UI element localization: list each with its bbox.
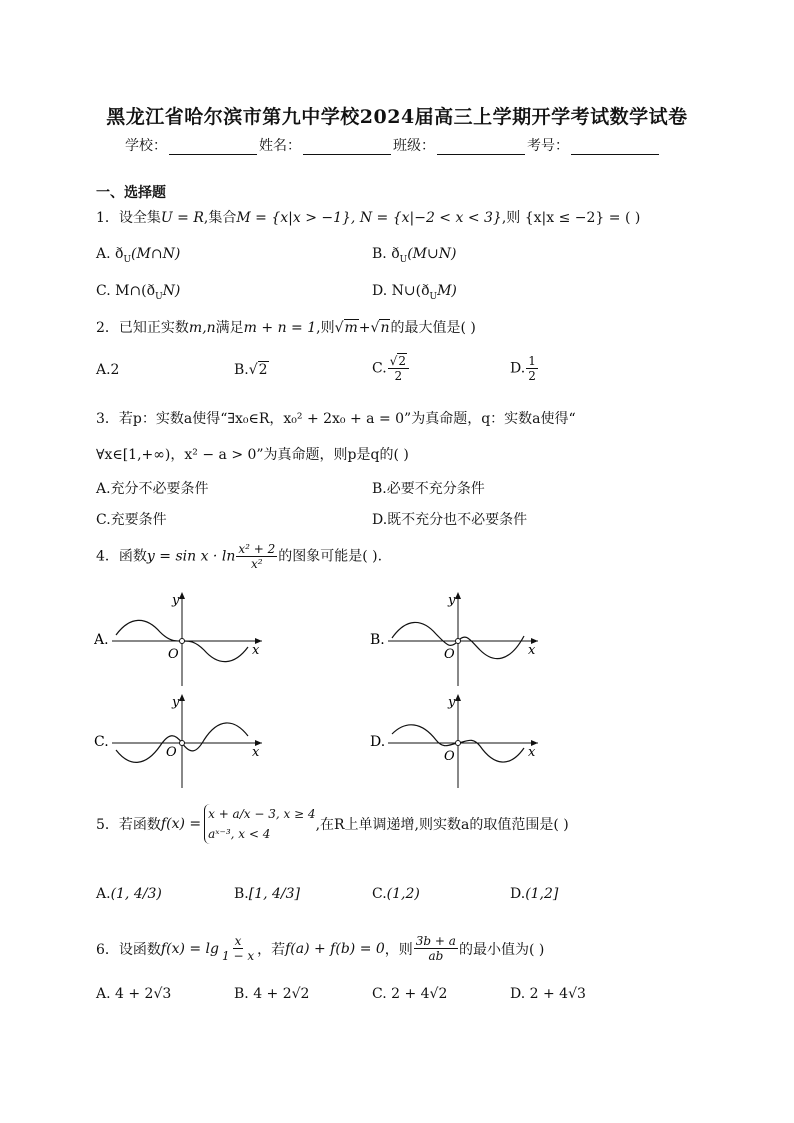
q4-graph-d-origin: O [444,749,455,764]
q1-option-b-label: B. ð [372,246,400,262]
q5-tail: ,在R上单调递增,则实数a的取值范围是( ) [315,817,569,833]
number-blank[interactable] [571,138,659,155]
q5-function: f(x) = [160,816,202,832]
question-5-stem [96,804,569,844]
q2-option-c[interactable]: C. $\frac{√2}{2}$ [372,354,410,383]
field-label-class: 班级： [393,138,435,154]
q1-option-d-expr: M) [437,283,457,299]
q6-function: f(x) = lg [160,940,219,957]
q1-prefix: 1．设全集 [96,210,161,226]
q6-tail: 的最小值为( ) [458,941,545,958]
q3-option-c[interactable]: C.充要条件 [96,512,167,528]
question-3-line-2: ∀x∈[1,+∞)，x² − a > 0”为真命题，则p是q的( ) [96,447,409,463]
q2-mid: 满足 [215,320,244,336]
q4-graph-b[interactable] [370,588,550,688]
q2-condition: m + n = 1 [243,320,317,336]
q6-option-c[interactable]: C. 2 + 4√2 [372,986,448,1002]
q4-graph-b-label: B. [370,632,385,648]
q6-mid: ，若 [257,941,286,958]
field-label-name: 姓名： [259,138,301,154]
q2-option-b[interactable]: B.√2 [234,362,268,378]
name-blank[interactable] [303,138,391,155]
q6-mid2: ，则 [384,941,413,958]
q6-numerator: x [234,934,242,948]
q1-option-d[interactable] [372,283,457,302]
q2-option-d-denominator: 2 [528,369,536,383]
q4-graph-d[interactable] [370,690,550,790]
q4-graph-c-y-label: y [172,695,180,710]
q4-graph-c-label: C. [94,734,109,750]
q1-option-b-sub: U [399,254,408,265]
q5-case-1: x + a/x − 3, x ≥ 4 [208,807,316,821]
q4-graph-b-y-label: y [448,593,456,608]
q4-graph-a-origin-dot [180,639,185,644]
q1-option-d-label: D. N∪(ð [372,283,430,299]
q4-graph-a-y-label: y [172,593,180,608]
q6-option-d[interactable]: D. 2 + 4√3 [510,986,586,1002]
q4-graph-a-y-arrow [179,592,185,599]
q5-piecewise [204,804,315,844]
q6-option-a[interactable]: A. 4 + 2√3 [96,986,172,1002]
q1-option-a-sub: U [123,254,132,265]
section-heading: 一、选择题 [96,185,166,201]
q1-option-c-label: C. M∩(ð [96,283,156,299]
q4-graph-a-origin: O [168,647,179,662]
field-label-number: 考号： [527,138,569,154]
q2-option-b-radicand: 2 [258,362,268,378]
q3-option-a[interactable]: A.充分不必要条件 [96,481,209,497]
q5-option-b-label: B. [234,886,249,902]
q6-target-numerator: 3b + a [415,934,456,948]
q1-universal-set: U = R [160,210,204,226]
question-2-stem: 2．已知正实数m,n满足m + n = 1,则√m+√n的最大值是( ) [96,320,476,336]
question-4-stem [96,542,382,571]
q2-option-c-denominator: 2 [394,369,403,383]
q5-option-b-expr: [1, 4/3] [248,886,301,902]
q4-graph-b-x-label: x [528,643,536,658]
q1-set-n: , N = {x|−2 < x < 3} [350,210,502,226]
q5-option-b[interactable] [234,886,300,902]
q4-graph-c-y-arrow [179,694,185,701]
q4-graph-d-label: D. [370,734,386,750]
class-blank[interactable] [437,138,525,155]
q1-option-c[interactable] [96,283,180,302]
q2-prefix: 2．已知正实数 [96,320,189,336]
q6-prefix: 6．设函数 [96,941,161,958]
q2-option-b-label: B. [234,362,249,378]
q2-option-d-label: D. [510,360,526,377]
q4-numerator: x² + 2 [238,542,276,556]
q1-option-a-expr: (M∩N) [131,246,181,262]
q6-option-b[interactable]: B. 4 + 2√2 [234,986,310,1002]
q1-option-a[interactable] [96,246,180,265]
q5-option-c-expr: (1,2) [386,886,420,902]
q4-graph-a-label: A. [94,632,109,648]
q5-option-d-expr: (1,2] [525,886,559,902]
q6-denominator: 1 − x [222,949,255,963]
field-label-school: 学校： [125,138,167,154]
question-1-stem [96,207,640,227]
q1-option-a-label: A. ð [96,246,124,262]
q4-graph-d-x-label: x [528,745,536,760]
q5-option-a-label: A. [96,886,111,902]
q1-option-b[interactable] [372,246,456,265]
q4-expr: y = sin x · ln [146,548,236,565]
question-3-line-1: 3．若p：实数a使得“∃x₀∈R，x₀² + 2x₀ + a = 0”为真命题，q：实数a使得“ [96,411,576,427]
q1-mid: ,集合 [203,210,237,226]
q5-case-2: aˣ⁻³, x < 4 [208,827,271,841]
q5-option-d-label: D. [510,886,526,902]
q2-option-d-numerator: 1 [528,354,536,368]
q4-tail: 的图象可能是( ). [278,548,383,565]
q1-option-c-sub: U [155,291,163,302]
q2-tail: 的最大值是( ) [390,320,476,336]
q2-option-c-label: C. [372,360,387,377]
q6-condition: f(a) + f(b) = 0 [285,940,385,957]
q1-tail: ,则 {x|x ≤ −2} = ( ) [501,210,641,226]
q5-option-a[interactable] [96,886,162,902]
q2-option-d[interactable] [510,354,539,383]
q2-mid2: ,则 [316,320,335,336]
q1-set-m: M = {x|x > −1} [236,210,351,226]
q5-option-a-expr: (1, 4/3) [110,886,162,902]
q5-option-c-label: C. [372,886,387,902]
q4-graph-d-y-label: y [448,695,456,710]
q4-graph-c-origin: O [166,745,177,760]
q6-target-denominator: ab [428,949,444,963]
q5-option-d[interactable] [510,886,558,902]
q3-option-b[interactable]: B.必要不充分条件 [372,481,485,497]
q2-option-c-radicand: 2 [398,354,406,368]
q4-prefix: 4．函数 [96,548,147,565]
student-info-row [125,135,661,155]
page-title: 黑龙江省哈尔滨市第九中学校2024届高三上学期开学考试数学试卷 [106,106,688,128]
q3-option-d[interactable]: D.既不充分也不必要条件 [372,512,528,528]
school-blank[interactable] [169,138,257,155]
q5-option-c[interactable] [372,886,420,902]
q4-graph-d-origin-dot [456,741,461,746]
q4-graph-b-origin-dot [456,639,461,644]
q5-prefix: 5．若函数 [96,817,161,833]
q1-option-c-expr: N) [162,283,181,299]
q4-graph-d-y-arrow [455,694,461,701]
q4-denominator: x² [251,557,263,571]
q1-option-d-sub: U [429,291,438,302]
question-6-stem [96,934,544,963]
q2-option-a[interactable]: A.2 [96,362,120,378]
q1-option-b-expr: (M∪N) [407,246,457,262]
q4-graph-c-x-label: x [252,745,260,760]
q4-graph-b-origin: O [444,647,455,662]
q4-graph-c-origin-dot [180,741,185,746]
q4-graph-b-y-arrow [455,592,461,599]
q4-graph-a[interactable] [94,588,274,688]
q4-graph-a-x-label: x [252,643,260,658]
q2-vars: m,n [188,320,216,336]
q4-graph-c[interactable] [94,690,274,790]
